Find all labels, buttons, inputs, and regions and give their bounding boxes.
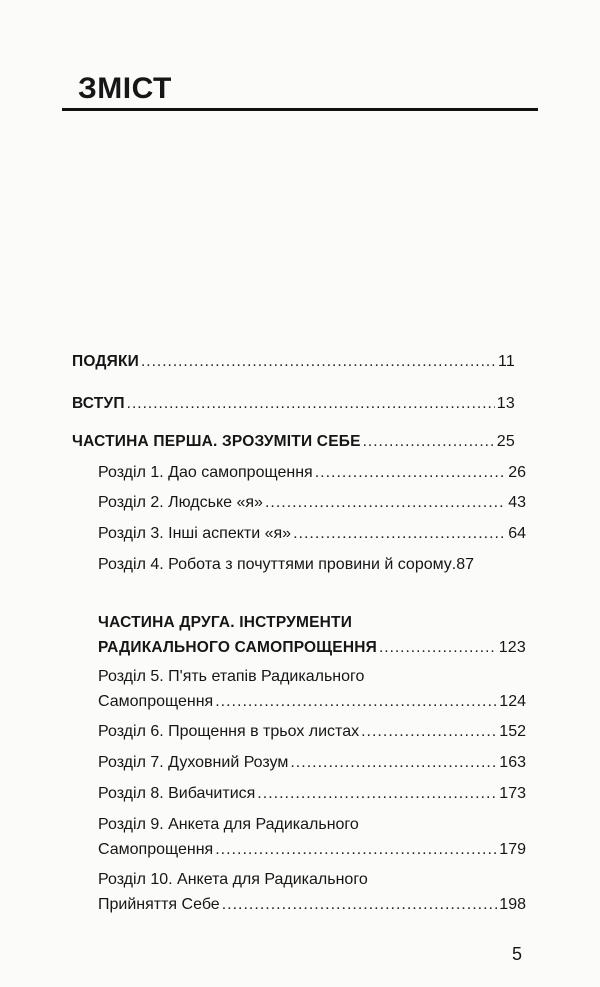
toc-entry-acknowledgements[interactable] xyxy=(72,352,515,372)
dot-leader xyxy=(215,840,497,860)
toc-entry-page: 198 xyxy=(499,896,526,913)
toc-entry-page: 173 xyxy=(499,785,526,802)
toc-entry-title: Розділ 3. Інші аспекти «я» xyxy=(98,525,292,542)
toc-entry-chapter-9[interactable] xyxy=(98,840,526,860)
toc-entry-chapter-1[interactable] xyxy=(98,463,526,483)
toc-entry-page: 152 xyxy=(499,723,526,740)
toc-entry-title: РАДИКАЛЬНОГО САМОПРОЩЕННЯ xyxy=(98,639,377,656)
toc-entry-title: Розділ 2. Людське «я» xyxy=(98,494,263,511)
dot-leader xyxy=(215,692,497,712)
dot-leader xyxy=(379,638,497,658)
toc-entry-chapter-10-line1: Розділ 10. Анкета для Радикального xyxy=(98,871,368,888)
toc-entry-title: Розділ 8. Вибачитися xyxy=(98,785,256,802)
toc-entry-page: 64 xyxy=(508,525,526,542)
toc-entry-chapter-8[interactable] xyxy=(98,784,526,804)
toc-entry-page: 123 xyxy=(498,639,526,656)
toc-entry-title: ПОДЯКИ xyxy=(72,353,139,370)
toc-entry-part-two-line1: ЧАСТИНА ДРУГА. ІНСТРУМЕНТИ xyxy=(98,614,353,631)
dot-leader xyxy=(222,895,498,915)
page-title: ЗМІСТ xyxy=(78,72,172,105)
toc-entry-page: 13 xyxy=(496,395,515,412)
dot-leader xyxy=(265,493,506,513)
dot-leader xyxy=(127,394,495,414)
toc-entry-page: 25 xyxy=(496,433,515,450)
dot-leader xyxy=(315,463,507,483)
dot-leader xyxy=(141,352,496,372)
toc-entry-page: .87 xyxy=(451,556,475,573)
toc-entry-chapter-6[interactable] xyxy=(98,722,526,742)
toc-entry-title: Розділ 1. Дао самопрощення xyxy=(98,464,313,481)
toc-entry-part-one[interactable] xyxy=(72,432,515,452)
toc-entry-page: 179 xyxy=(499,841,526,858)
toc-entry-page: 43 xyxy=(508,494,526,511)
page-number: 5 xyxy=(512,944,523,964)
toc-entry-title: Прийняття Себе xyxy=(98,896,220,913)
toc-entry-title: ВСТУП xyxy=(72,395,125,412)
toc-entry-title: Розділ 7. Духовний Розум xyxy=(98,754,289,771)
toc-entry-chapter-5-line1: Розділ 5. П'ять етапів Радикального xyxy=(98,668,365,685)
toc-entry-chapter-4[interactable] xyxy=(98,555,526,575)
toc-entry-title: Розділ 6. Прощення в трьох листах xyxy=(98,723,360,740)
dot-leader xyxy=(293,524,506,544)
toc-entry-chapter-5[interactable] xyxy=(98,692,526,712)
toc-entry-title: Самопрощення xyxy=(98,841,214,858)
toc-entry-chapter-3[interactable] xyxy=(98,524,526,544)
dot-leader xyxy=(257,784,497,804)
toc-entry-title: Самопрощення xyxy=(98,693,214,710)
title-underline xyxy=(62,108,538,111)
toc-entry-chapter-2[interactable] xyxy=(98,493,526,513)
toc-entry-chapter-10[interactable] xyxy=(98,895,526,915)
toc-entry-chapter-9-line1: Розділ 9. Анкета для Радикального xyxy=(98,816,359,833)
toc-entry-introduction[interactable] xyxy=(72,394,515,414)
toc-entry-page: 11 xyxy=(497,353,515,370)
toc-entry-page: 163 xyxy=(499,754,526,771)
dot-leader xyxy=(361,722,497,742)
dot-leader xyxy=(363,432,495,452)
toc-entry-part-two[interactable] xyxy=(98,638,526,658)
toc-entry-title: ЧАСТИНА ПЕРША. ЗРОЗУМІТИ СЕБЕ xyxy=(72,433,361,450)
dot-leader xyxy=(290,753,497,773)
toc-entry-title: Розділ 4. Робота з почуттями провини й сорому xyxy=(98,556,452,573)
toc-entry-page: 124 xyxy=(499,693,526,710)
toc-entry-page: 26 xyxy=(508,464,526,481)
toc-entry-chapter-7[interactable] xyxy=(98,753,526,773)
